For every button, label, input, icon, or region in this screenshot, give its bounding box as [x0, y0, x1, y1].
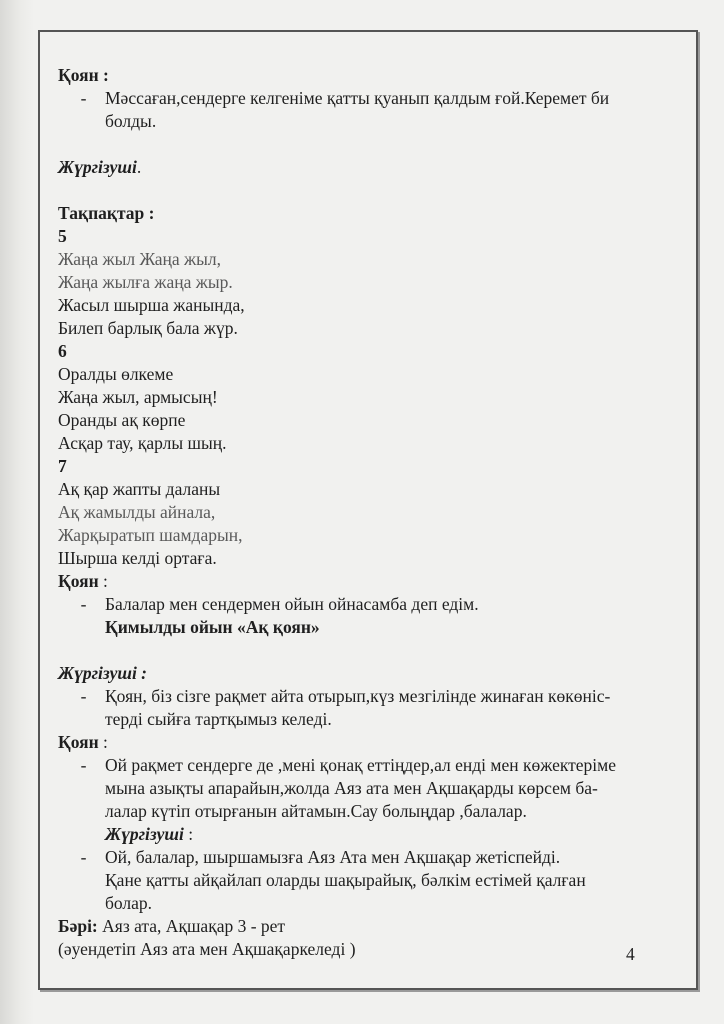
speaker-host-1 — [58, 156, 678, 179]
host-line-3 — [58, 846, 678, 915]
poem-number-6: 6 — [58, 341, 67, 361]
speaker-punct: : — [98, 732, 108, 752]
speaker-punct: : — [98, 571, 108, 591]
speaker-all — [58, 915, 678, 938]
text-line: Мәссаған,сендерге келгеніме қатты қуанып қалдым ғой.Керемет би — [105, 88, 610, 108]
text-line: лалар күтіп отырғанын айтамын.Сау болыңдар ,балалар. — [105, 801, 527, 821]
speaker-rabbit-2 — [58, 570, 678, 593]
text-line: Қане қатты айқайлап оларды шақырайық, бәлкім естімей қалған — [105, 870, 586, 890]
stage-note: (әуендетіп Аяз ата мен Ақшақаркеледі ) — [58, 939, 356, 959]
poems-heading: Тақпақтар : — [58, 203, 155, 223]
dash-marker: - — [80, 686, 87, 706]
speaker-host-2: Жүргізуші : — [58, 663, 148, 683]
dash-marker: - — [80, 755, 87, 775]
poem-line: Ақ қар жапты даланы — [58, 479, 221, 499]
poem-line: Шырша келді ортаға. — [58, 548, 217, 568]
text-line: мына азықты апарайын,жолда Аяз ата мен Ақшақарды көрсем ба- — [105, 778, 598, 798]
dash-marker: - — [80, 847, 87, 867]
text-line: болар. — [105, 893, 153, 913]
speaker-name: Қоян — [58, 571, 99, 591]
script-text — [58, 64, 678, 961]
speaker-punct: : — [183, 824, 194, 844]
dash-marker: - — [80, 88, 87, 108]
speaker-rabbit-3 — [58, 731, 678, 754]
text-line: Аяз ата, Ақшақар 3 - рет — [97, 916, 286, 936]
speaker-host-3 — [58, 823, 678, 846]
speaker-name: Бәрі: — [58, 916, 98, 936]
host-line-2 — [58, 685, 678, 731]
text-line: Ой рақмет сендерге де ,мені қонақ еттіңдер,ал енді мен көжектеріме — [105, 755, 617, 775]
poem-number-5: 5 — [58, 226, 67, 246]
poem-number-7: 7 — [58, 456, 67, 476]
speaker-rabbit-1: Қоян : — [58, 65, 109, 85]
text-line: терді сыйға тартқымыз келеді. — [105, 709, 332, 729]
page-number: 4 — [626, 944, 635, 964]
poem-line: Жасыл шырша жанында, — [58, 295, 245, 315]
poem-line: Ақ жамылды айнала, — [58, 502, 216, 522]
text-line: Балалар мен сендермен ойын ойнасамба деп едім. — [105, 594, 479, 614]
speaker-name: Қоян — [58, 732, 99, 752]
speaker-name: Жүргізуші — [58, 157, 137, 177]
game-title: Қимылды ойын «Ақ қоян» — [105, 617, 320, 637]
scan-shadow — [0, 0, 34, 1024]
poem-line: Жаңа жыл Жаңа жыл, — [58, 249, 221, 269]
poem-line: Жарқыратып шамдарын, — [58, 525, 243, 545]
text-line: Қоян, біз сізге рақмет айта отырып,күз мезгілінде жинаған көкөніс- — [105, 686, 611, 706]
poem-line: Асқар тау, қарлы шың. — [58, 433, 227, 453]
dash-marker: - — [80, 594, 87, 614]
rabbit-line-2 — [58, 593, 678, 639]
poem-line: Жаңа жылға жаңа жыр. — [58, 272, 233, 292]
poem-line: Жаңа жыл, армысың! — [58, 387, 218, 407]
speaker-punct: . — [136, 157, 142, 177]
rabbit-line-3 — [58, 754, 678, 823]
rabbit-line-1 — [58, 87, 678, 133]
text-line: болды. — [105, 111, 157, 131]
poem-line: Оранды ақ көрпе — [58, 410, 186, 430]
poem-line: Билеп барлық бала жүр. — [58, 318, 238, 338]
text-line: Ой, балалар, шыршамызға Аяз Ата мен Ақшақар жетіспейді. — [105, 847, 561, 867]
speaker-name: Жүргізуші — [105, 824, 184, 844]
poem-line: Оралды өлкеме — [58, 364, 174, 384]
